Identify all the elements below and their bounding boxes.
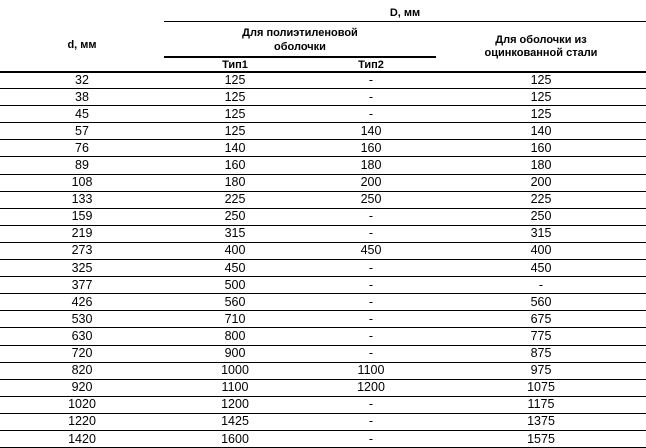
type2-cell: -: [306, 277, 436, 294]
steel-cell: 315: [436, 225, 646, 242]
steel-cell: 250: [436, 208, 646, 225]
type1-cell: 560: [164, 294, 306, 311]
d-cell: 108: [0, 174, 164, 191]
d-cell: 1420: [0, 430, 164, 447]
steel-cell: -: [436, 277, 646, 294]
table-row: [0, 157, 646, 174]
type2-cell: 200: [306, 174, 436, 191]
d-cell: 1020: [0, 396, 164, 413]
table-row: [0, 140, 646, 157]
steel-cell: 1075: [436, 379, 646, 396]
type1-cell: 1200: [164, 396, 306, 413]
header-D-rule: [164, 21, 646, 22]
d-cell: 89: [0, 157, 164, 174]
steel-cell: 125: [436, 72, 646, 89]
header-type1: Тип1: [222, 59, 248, 71]
table-row: [0, 430, 646, 447]
type2-cell: 140: [306, 123, 436, 140]
table-row: [0, 294, 646, 311]
type1-cell: 180: [164, 174, 306, 191]
table-row: [0, 362, 646, 379]
type1-cell: 1600: [164, 430, 306, 447]
table-row: [0, 311, 646, 328]
steel-cell: 140: [436, 123, 646, 140]
d-cell: 133: [0, 191, 164, 208]
type2-cell: -: [306, 413, 436, 430]
d-cell: 273: [0, 242, 164, 259]
header-steel-line2: оцинкованной стали: [484, 47, 598, 59]
table-row: [0, 328, 646, 345]
d-cell: 630: [0, 328, 164, 345]
steel-cell: 450: [436, 260, 646, 277]
steel-cell: 200: [436, 174, 646, 191]
table-row: [0, 225, 646, 242]
d-cell: 45: [0, 106, 164, 123]
steel-cell: 1175: [436, 396, 646, 413]
header-pe-line2: оболочки: [274, 41, 326, 53]
table-row: [0, 345, 646, 362]
d-cell: 159: [0, 208, 164, 225]
d-cell: 76: [0, 140, 164, 157]
type1-cell: 125: [164, 72, 306, 89]
d-cell: 820: [0, 362, 164, 379]
type2-cell: 1100: [306, 362, 436, 379]
table-row: [0, 106, 646, 123]
table-row: [0, 242, 646, 259]
table-row: [0, 191, 646, 208]
type2-cell: 250: [306, 191, 436, 208]
table-row: [0, 208, 646, 225]
d-cell: 32: [0, 72, 164, 89]
header-steel-line1: Для оболочки из: [495, 34, 587, 46]
table-row: [0, 89, 646, 106]
d-cell: 426: [0, 294, 164, 311]
table-row: [0, 413, 646, 430]
type2-cell: -: [306, 106, 436, 123]
header-D: D, мм: [389, 7, 421, 19]
type1-cell: 1100: [164, 379, 306, 396]
type1-cell: 315: [164, 225, 306, 242]
type2-cell: -: [306, 72, 436, 89]
type2-cell: 180: [306, 157, 436, 174]
type2-cell: 450: [306, 242, 436, 259]
header-d: d, мм: [67, 39, 97, 51]
data-table: [0, 72, 646, 448]
table-row: [0, 174, 646, 191]
steel-cell: 125: [436, 106, 646, 123]
type1-cell: 125: [164, 106, 306, 123]
type2-cell: -: [306, 396, 436, 413]
type2-cell: 1200: [306, 379, 436, 396]
type2-cell: -: [306, 225, 436, 242]
type1-cell: 125: [164, 123, 306, 140]
type2-cell: -: [306, 311, 436, 328]
d-cell: 920: [0, 379, 164, 396]
type1-cell: 160: [164, 157, 306, 174]
type1-cell: 140: [164, 140, 306, 157]
d-cell: 530: [0, 311, 164, 328]
steel-cell: 975: [436, 362, 646, 379]
steel-cell: 775: [436, 328, 646, 345]
steel-cell: 400: [436, 242, 646, 259]
type2-cell: -: [306, 430, 436, 447]
table-row: [0, 260, 646, 277]
table-row: [0, 379, 646, 396]
header-pe-line1: Для полиэтиленовой: [242, 27, 358, 39]
type1-cell: 1425: [164, 413, 306, 430]
type1-cell: 800: [164, 328, 306, 345]
steel-cell: 560: [436, 294, 646, 311]
steel-cell: 1575: [436, 430, 646, 447]
type2-cell: -: [306, 328, 436, 345]
type1-cell: 400: [164, 242, 306, 259]
table-row: [0, 123, 646, 140]
d-cell: 219: [0, 225, 164, 242]
steel-cell: 160: [436, 140, 646, 157]
steel-cell: 125: [436, 89, 646, 106]
d-cell: 1220: [0, 413, 164, 430]
type1-cell: 900: [164, 345, 306, 362]
steel-cell: 875: [436, 345, 646, 362]
type1-cell: 710: [164, 311, 306, 328]
table-row: [0, 277, 646, 294]
table-row: [0, 396, 646, 413]
steel-cell: 225: [436, 191, 646, 208]
steel-cell: 1375: [436, 413, 646, 430]
d-cell: 720: [0, 345, 164, 362]
type1-cell: 450: [164, 260, 306, 277]
d-cell: 57: [0, 123, 164, 140]
type2-cell: -: [306, 208, 436, 225]
type1-cell: 225: [164, 191, 306, 208]
d-cell: 325: [0, 260, 164, 277]
type2-cell: -: [306, 89, 436, 106]
d-cell: 377: [0, 277, 164, 294]
header-pe-rule: [164, 56, 436, 58]
type2-cell: -: [306, 260, 436, 277]
type2-cell: -: [306, 345, 436, 362]
steel-cell: 675: [436, 311, 646, 328]
type2-cell: -: [306, 294, 436, 311]
type1-cell: 125: [164, 89, 306, 106]
d-cell: 38: [0, 89, 164, 106]
type1-cell: 250: [164, 208, 306, 225]
type1-cell: 500: [164, 277, 306, 294]
header-type2: Тип2: [358, 59, 384, 71]
table-row: [0, 72, 646, 89]
type2-cell: 160: [306, 140, 436, 157]
steel-cell: 180: [436, 157, 646, 174]
type1-cell: 1000: [164, 362, 306, 379]
